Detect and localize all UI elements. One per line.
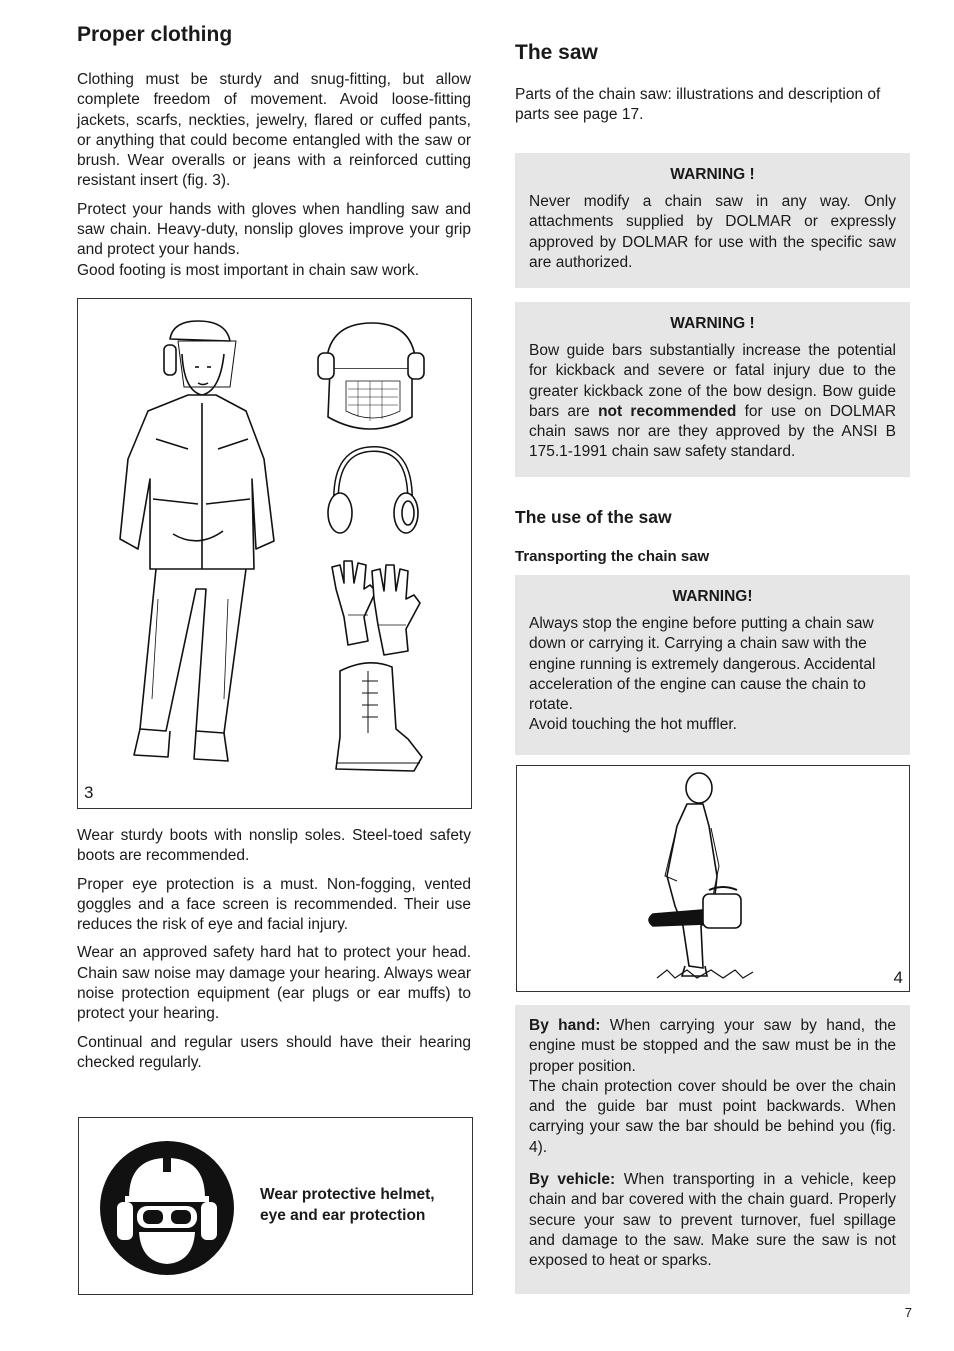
warning-box-bow-bars [515, 302, 910, 477]
warning-text-part-b: for use on DOLMAR chain saws nor are they approved by the ANSI B 175.1-1991 chain saw safety standard. [529, 402, 897, 461]
gloves-paragraph: Protect your hands with gloves when handling saw and saw chain. Heavy-duty, nonslip gloves improve your grip and protect your hands. [77, 200, 471, 259]
eye-protection-paragraph: Proper eye protection is a must. Non-fogging, vented goggles and a face screen is recommended. Their use reduces the risk of eye and facial injury. [77, 875, 471, 934]
transporting-heading: Transporting the chain saw [515, 548, 710, 565]
warning-text-muffler: Avoid touching the hot muffler. [529, 716, 737, 734]
figure-3-protective-clothing [77, 298, 472, 809]
warning-title: WARNING ! [670, 315, 755, 332]
by-vehicle-text: When transporting in a vehicle, keep chain and bar covered with the chain guard. Properly secure your saw to prevent turnover, fuel spillage and damage to the saw. Make sure the saw is not exposed to heat or sparks. [529, 1171, 896, 1270]
page-number: 7 [904, 1305, 912, 1320]
use-section-headings [515, 505, 910, 567]
boots-paragraph: Wear sturdy boots with nonslip soles. Steel-toed safety boots are recommended. [77, 827, 471, 865]
by-hand-paragraph [529, 1016, 896, 1077]
right-column [515, 38, 910, 134]
warning-text: Never modify a chain saw in any way. Only attachments supplied by DOLMAR or expressly approved by DOLMAR for use with the specific saw are authorized. [529, 193, 896, 271]
left-column [77, 20, 471, 289]
warning-text-bold: not recommended [598, 402, 737, 420]
transport-instructions-box [515, 1005, 910, 1294]
clothing-paragraph: Clothing must be sturdy and snug-fitting, but allow complete freedom of movement. Avoid loose-fitting jackets, scarfs, neckties, jewelry, flared or cuffed pants, or anything that could become entangled with the saw or brush. Wear overalls or jeans with a reinforced cutting resistant insert (fig. 3). [77, 71, 471, 190]
warning-text [529, 341, 896, 463]
person-carrying-saw-illustration [517, 766, 909, 991]
helmet-goggles-earmuffs-icon [99, 1140, 235, 1276]
by-hand-label: By hand: [529, 1017, 601, 1034]
hearing-check-paragraph: Continual and regular users should have their hearing checked regularly. [77, 1033, 471, 1071]
the-saw-heading: The saw [515, 41, 598, 64]
saw-intro-paragraph: Parts of the chain saw: illustrations and description of parts see page 17. [515, 86, 881, 124]
figure-4-number: 4 [893, 968, 903, 987]
protective-gear-illustration [78, 299, 471, 808]
figure-3-number: 3 [84, 783, 94, 802]
warning-box-modify [515, 153, 910, 288]
protection-sign-box [78, 1117, 473, 1295]
footing-paragraph: Good footing is most important in chain saw work. [77, 261, 420, 279]
warning-text: Always stop the engine before putting a chain saw down or carrying it. Carrying a chain saw with the engine running is extremely dangerous. Accidental acceleration of the engine can cause the chain to rotate. [529, 615, 876, 714]
by-hand-text: When carrying your saw by hand, the engine must be stopped and the saw must be in the proper position. [529, 1017, 896, 1075]
by-vehicle-label: By vehicle: [529, 1171, 616, 1189]
figure-4-carrying-saw [516, 765, 910, 992]
warning-box-stop-engine [515, 575, 910, 755]
warning-text-part-a: Bow guide bars substantially increase the potential for kickback and severe or fatal injury due to the greater kickback zone of the bow design. Bow guide bars are [529, 342, 896, 420]
proper-clothing-heading: Proper clothing [77, 23, 233, 46]
hard-hat-paragraph: Wear an approved safety hard hat to protect your head. Chain saw noise may damage your hearing. Always wear noise protection equipment (ear plugs or ear muffs) to protect your hearing. [77, 944, 471, 1023]
sign-caption-line-2: eye and ear protection [260, 1207, 426, 1224]
left-column-lower [77, 826, 471, 1081]
sign-caption [260, 1184, 435, 1226]
use-of-saw-heading: The use of the saw [515, 507, 672, 527]
sign-caption-line-1: Wear protective helmet, [260, 1186, 435, 1203]
warning-title: WARNING! [672, 588, 753, 605]
warning-title: WARNING ! [670, 166, 755, 183]
chain-cover-paragraph: The chain protection cover should be over the chain and the guide bar must point backwards. When carrying your saw the bar should be behind you (fig. 4). [529, 1077, 896, 1156]
by-vehicle-paragraph [529, 1170, 896, 1271]
